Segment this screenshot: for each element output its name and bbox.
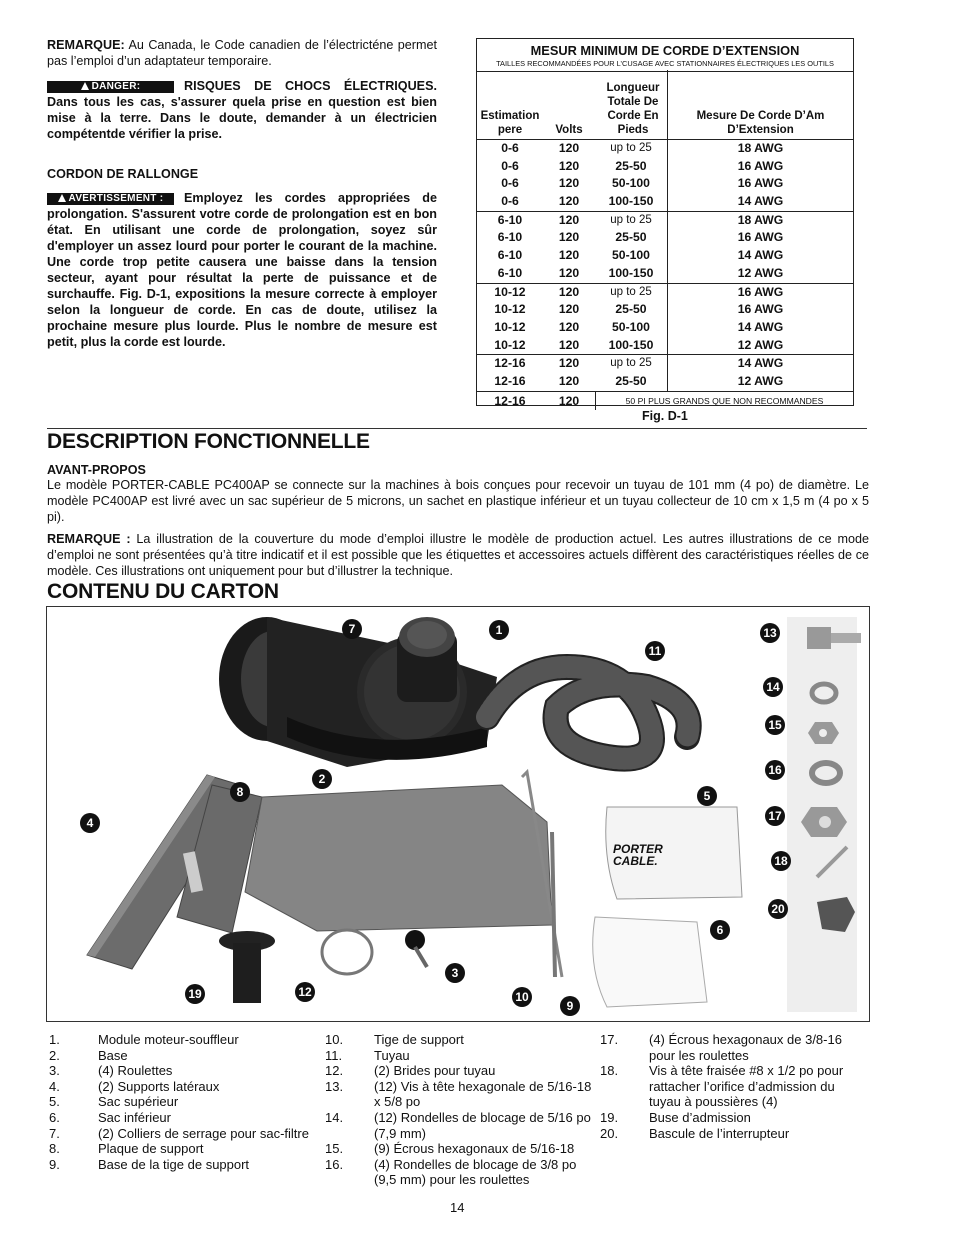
cord-table-box [476, 38, 854, 406]
avertissement-badge: AVERTISSEMENT : [47, 193, 174, 205]
cell-volts: 120 [558, 393, 580, 408]
page-number: 14 [450, 1200, 465, 1215]
cord-table-group [477, 355, 853, 391]
cord-table-row [477, 193, 853, 211]
parts-list-text: Sac inférieur [98, 1109, 171, 1125]
cell-amps: 12-16 [494, 373, 526, 388]
callout-6: 6 [710, 920, 730, 940]
cell-gauge: 12 AWG [667, 337, 853, 355]
cell-volts: 120 [558, 158, 580, 173]
cell-length: 25-50 [615, 373, 647, 388]
parts-list-text: Bascule de l’interrupteur [649, 1125, 790, 1141]
parts-list-text: (4) Roulettes [98, 1063, 173, 1079]
cell-length: 50-100 [612, 248, 650, 263]
callout-20: 20 [768, 899, 788, 919]
parts-list-item [600, 1110, 870, 1126]
cord-table-row [477, 319, 853, 337]
cord-table-group [477, 212, 853, 284]
parts-list-text: (2) Brides pour tuyau [374, 1063, 496, 1079]
cell-gauge: 14 AWG [667, 247, 853, 265]
callout-11: 11 [645, 641, 665, 661]
parts-list-item [325, 1063, 597, 1079]
parts-list-text: Base de la tige de support [98, 1156, 250, 1172]
cord-table-row [477, 212, 853, 230]
parts-list-text: (2) Colliers de serrage pour sac-filtre [98, 1125, 309, 1141]
contents-illustration [46, 606, 870, 1022]
cord-table-row [477, 373, 853, 391]
parts-list-number: 8. [49, 1141, 60, 1157]
parts-list-item [49, 1079, 309, 1095]
cell-length: up to 25 [610, 142, 652, 154]
contenu-heading: CONTENU DU CARTON [47, 580, 279, 603]
callout-16: 16 [765, 760, 785, 780]
cordon-text: Employez les cordes appropriées de prolongation. S'assurent votre corde de prolongation est en bon état. En utilisant une corde de prolongation, soyez sûr d'employer un assez lourd pour porter le courant de la machine. Une corde trop petite causera une baisse dans la tension secteur, ayant pour résultat la perte de puissance et de surchauffe. Fig. D-1, expositions la mesure correcte à employer selon la longueur de corde. En cas de doute, utilisez la prochaine mesure plus lourde. Plus le nombre de mesure est petit, plus la corde est lourde. [47, 191, 437, 349]
cell-amps: 6-10 [497, 265, 523, 280]
cell-length: 100-150 [608, 265, 654, 280]
parts-list-item [325, 1032, 597, 1048]
section-rule [47, 428, 867, 429]
warning-triangle-icon [81, 82, 89, 90]
remarque-canada [47, 37, 437, 69]
parts-list-number: 4. [49, 1078, 60, 1094]
cell-gauge: 14 AWG [667, 319, 853, 337]
cell-length: 25-50 [615, 302, 647, 317]
hose-illustration [487, 667, 689, 759]
callout-1: 1 [489, 620, 509, 640]
parts-list-number: 7. [49, 1125, 60, 1141]
cell-amps: 10-12 [494, 284, 526, 299]
callout-15: 15 [765, 715, 785, 735]
parts-list-item [49, 1126, 309, 1142]
parts-list-text: Tuyau [374, 1047, 410, 1063]
cord-table-row [477, 175, 853, 193]
parts-list-col1 [49, 1032, 309, 1172]
parts-list-number: 12. [325, 1063, 344, 1079]
parts-list-item [49, 1094, 309, 1110]
cell-amps: 10-12 [494, 337, 526, 352]
parts-list-text: Tige de support [374, 1032, 464, 1047]
cord-table-row [477, 301, 853, 319]
danger-badge: DANGER: [47, 81, 174, 93]
cord-table-row [477, 284, 853, 302]
cell-length: up to 25 [610, 285, 652, 298]
parts-list-text: Vis à tête fraisée #8 x 1/2 po pour rattacher l’orifice d’admission du tuyau à poussières (4) [649, 1063, 844, 1110]
parts-list-text: (9) Écrous hexagonaux de 5/16-18 [374, 1141, 575, 1157]
cordon-block [47, 190, 437, 350]
parts-list-item [49, 1063, 309, 1079]
callout-7: 7 [342, 619, 362, 639]
cord-table-row [477, 158, 853, 176]
danger-title: RISQUES DE CHOCS ÉLECTRIQUES. [184, 79, 437, 93]
cell-gauge: 16 AWG [667, 158, 853, 176]
parts-list-number: 5. [49, 1094, 60, 1110]
parts-list-item [49, 1157, 309, 1173]
parts-list-item [325, 1079, 597, 1110]
cell-amps: 6-10 [497, 230, 523, 245]
cord-table-body [477, 140, 853, 410]
cell-volts: 120 [558, 373, 580, 388]
callout-12: 12 [295, 982, 315, 1002]
callout-9: 9 [560, 996, 580, 1016]
cell-volts: 120 [558, 176, 580, 191]
blower-module-illustration [219, 617, 497, 767]
parts-list-item [325, 1110, 597, 1141]
avant-propos-text: Le modèle PORTER-CABLE PC400AP se connecte sur la machines à bois conçues pour recevoir un tuyau de 101 mm (4 po) de diamètre. Le modèle PC400AP est livré avec un sac supérieur de 5 microns, un sachet en plastique inférieur et un tuyau collecteur de 10 cm x 1,5 m (4 po x 5 pi). [47, 478, 869, 524]
callout-8: 8 [230, 782, 250, 802]
remarque-label: REMARQUE: [47, 38, 125, 52]
callout-17: 17 [765, 806, 785, 826]
callout-18: 18 [771, 851, 791, 871]
cell-amps: 10-12 [494, 302, 526, 317]
parts-list-number: 19. [600, 1109, 619, 1125]
cell-volts: 120 [558, 284, 580, 299]
cord-table-subtitle: TAILLES RECOMMANDÉES POUR L’CUSAGE AVEC STATIONNAIRES ÉLECTRIQUES LES OUTILS [477, 59, 853, 72]
cord-table-row [477, 140, 853, 158]
remarque-illustration: REMARQUE : La illustration de la couverture du mode d’emploi illustre le modèle de production actuel. Les autres illustrations de ce mode d’emploi ne sont présentées qu’à titre indicatif et il est possible que les étiquettes et accessoires actuels diffèrent des caractéristiques réelles de ce modèle. Ces illustrations ont uniquement pour but d’illustrer la technique. [47, 532, 869, 578]
danger-text: Dans tous les cas, s'assurer quela prise en question est bien mise à la terre. Dans le doute, demander à un électricien compétentde vérifier la prise. [47, 95, 437, 141]
cell-gauge: 14 AWG [667, 355, 853, 373]
cell-volts: 120 [558, 302, 580, 317]
parts-list-col2 [325, 1032, 597, 1188]
cell-amps: 0-6 [501, 141, 519, 155]
parts-list-item [49, 1048, 309, 1064]
parts-list-text: (2) Supports latéraux [98, 1078, 220, 1094]
parts-list-number: 9. [49, 1156, 60, 1172]
parts-list-number: 1. [49, 1032, 60, 1047]
parts-list-item [600, 1032, 870, 1063]
cell-gauge: 12 AWG [667, 265, 853, 283]
parts-list-col3 [600, 1032, 870, 1141]
remarque-text: Au Canada, le Code canadien de l’électricténe permet pas l’emploi d’un adaptateur temporaire. [47, 38, 437, 68]
cell-gauge: 18 AWG [667, 212, 853, 230]
parts-list-text: Buse d’admission [649, 1109, 751, 1125]
callout-5: 5 [697, 786, 717, 806]
parts-list-text: (12) Rondelles de blocage de 5/16 po (7,9 mm) [374, 1109, 591, 1141]
cell-length: 50-100 [612, 176, 650, 191]
cell-amps: 6-10 [497, 212, 523, 227]
parts-list-text: Sac supérieur [98, 1094, 179, 1110]
cell-length: 50-100 [612, 319, 650, 334]
cell-volts: 120 [558, 212, 580, 227]
cord-table-row [477, 265, 853, 283]
callout-19: 19 [185, 984, 205, 1004]
cord-table-title: MESUR MINIMUM DE CORDE D’EXTENSION [530, 43, 800, 58]
header-amps: Estimation pere [480, 110, 540, 136]
parts-list-number: 3. [49, 1063, 60, 1079]
cell-length: 100-150 [608, 194, 654, 209]
cell-length: 25-50 [615, 230, 647, 245]
header-gauge: Mesure De Corde D’Am D’Extension [667, 70, 853, 139]
cell-volts: 120 [558, 141, 580, 155]
parts-list-item [325, 1048, 597, 1064]
parts-list-text: (4) Rondelles de blocage de 3/8 po (9,5 mm) pour les roulettes [374, 1156, 577, 1188]
parts-list-number: 15. [325, 1141, 344, 1157]
parts-list-number: 18. [600, 1063, 619, 1079]
parts-list-item [49, 1110, 309, 1126]
cell-volts: 120 [558, 230, 580, 245]
cord-table-row [477, 229, 853, 247]
cell-length: 25-50 [615, 158, 647, 173]
parts-list-number: 17. [600, 1032, 619, 1047]
cord-table-row [477, 337, 853, 355]
cell-note: 50 PI PLUS GRANDS QUE NON RECOMMANDES [595, 392, 853, 410]
cordon-heading: CORDON DE RALLONGE [47, 167, 199, 181]
cell-amps: 0-6 [501, 176, 519, 191]
parts-list-number: 13. [325, 1078, 344, 1094]
cord-table-group [477, 284, 853, 356]
cell-volts: 120 [558, 194, 580, 209]
cell-length: up to 25 [610, 213, 652, 226]
cell-amps: 6-10 [497, 248, 523, 263]
header-length: Longueur Totale De Corde En Pieds [606, 82, 660, 136]
parts-list-item [600, 1063, 870, 1110]
callout-10: 10 [512, 987, 532, 1007]
parts-list-number: 2. [49, 1047, 60, 1063]
cell-length: 100-150 [608, 337, 654, 352]
callout-14: 14 [763, 677, 783, 697]
callout-13: 13 [760, 623, 780, 643]
cell-gauge: 16 AWG [667, 175, 853, 193]
cell-length: up to 25 [610, 357, 652, 370]
cord-table-row-last [477, 392, 853, 410]
cell-amps: 12-16 [494, 393, 526, 408]
parts-list-text: (12) Vis à tête hexagonale de 5/16-18 x 5/8 po [374, 1078, 592, 1110]
parts-list-number: 20. [600, 1125, 619, 1141]
warning-triangle-icon [58, 194, 66, 202]
cell-volts: 120 [558, 337, 580, 352]
cell-amps: 0-6 [501, 194, 519, 209]
cell-volts: 120 [558, 319, 580, 334]
parts-list-number: 6. [49, 1109, 60, 1125]
parts-list-number: 14. [325, 1109, 344, 1125]
parts-list-text: Plaque de support [98, 1141, 204, 1157]
parts-list-item [325, 1141, 597, 1157]
cell-volts: 120 [558, 248, 580, 263]
cell-volts: 120 [558, 356, 580, 371]
parts-list-number: 11. [325, 1047, 343, 1063]
callout-4: 4 [80, 813, 100, 833]
header-volts: Volts [555, 124, 583, 136]
fig-caption: Fig. D-1 [642, 409, 688, 423]
cord-table-row [477, 247, 853, 265]
parts-list-item [49, 1141, 309, 1157]
cell-gauge: 14 AWG [667, 193, 853, 211]
parts-list-text: (4) Écrous hexagonaux de 3/8-16 pour les roulettes [649, 1032, 842, 1063]
callout-3: 3 [445, 963, 465, 983]
cell-gauge: 16 AWG [667, 229, 853, 247]
cell-gauge: 16 AWG [667, 301, 853, 319]
parts-list-item [325, 1157, 597, 1188]
parts-list-number: 10. [325, 1032, 344, 1047]
danger-block [47, 78, 437, 142]
parts-list-item [600, 1126, 870, 1142]
callout-2: 2 [312, 769, 332, 789]
parts-list-number: 16. [325, 1156, 344, 1172]
cell-amps: 10-12 [494, 319, 526, 334]
parts-list-item [49, 1032, 309, 1048]
cell-amps: 0-6 [501, 158, 519, 173]
cell-volts: 120 [558, 265, 580, 280]
cell-amps: 12-16 [494, 356, 526, 371]
description-heading: DESCRIPTION FONCTIONNELLE [47, 430, 370, 453]
cell-gauge: 18 AWG [667, 140, 853, 158]
cell-gauge: 16 AWG [667, 284, 853, 302]
parts-illustration [47, 607, 869, 1021]
porter-cable-logo: PORTER CABLE. [613, 842, 663, 868]
cord-table-row [477, 355, 853, 373]
parts-list-text: Module moteur-souffleur [98, 1032, 239, 1047]
avant-propos-heading: AVANT-PROPOS [47, 463, 146, 477]
cell-gauge: 12 AWG [667, 373, 853, 391]
cord-table-group [477, 140, 853, 212]
parts-list-text: Base [98, 1047, 128, 1063]
cord-table-header [477, 72, 853, 140]
